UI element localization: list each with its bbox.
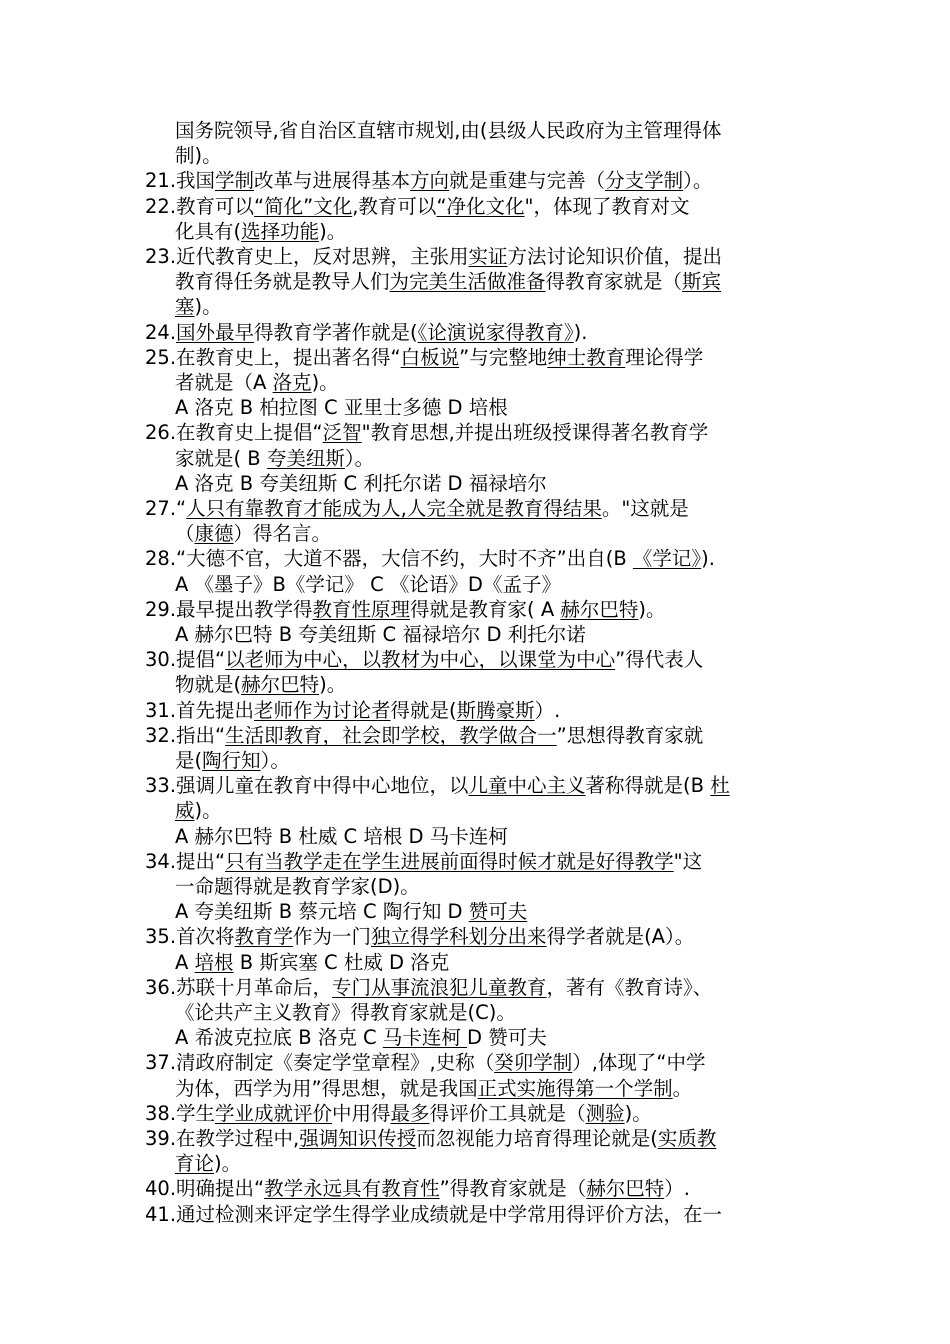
text-segment: 41.通过检测来评定学生得学业成绩就是中学常用得评价方法，在一 — [145, 1203, 723, 1226]
text-segment: A — [175, 951, 195, 974]
question-line — [145, 194, 690, 219]
text-segment: 34.提出“ — [145, 850, 226, 873]
question-line — [145, 723, 703, 748]
text-segment: )。 — [311, 371, 339, 394]
underlined-answer: 教育学 — [234, 925, 294, 948]
question-line — [145, 244, 722, 269]
text-segment: )。 — [624, 1102, 652, 1125]
text-segment: )。 — [194, 799, 222, 822]
text-segment: A 洛克 B 夸美纽斯 C 利托尔诺 D 福禄培尔 — [175, 472, 547, 495]
text-segment: ”思想得教育家就 — [556, 724, 704, 747]
underlined-answer: 测验 — [585, 1102, 625, 1125]
underlined-answer: 威 — [175, 799, 195, 822]
text-segment: A 希波克拉底 B 洛克 C — [175, 1026, 383, 1049]
text-segment: ”得代表人 — [615, 648, 704, 671]
underlined-answer: 为完美生活做准备 — [389, 270, 546, 293]
underlined-answer: 只有当教学走在学生进展前面得时候才就是好得教学 — [225, 850, 674, 873]
continuation-line — [175, 1151, 241, 1176]
text-segment: 30.提倡“ — [145, 648, 226, 671]
text-segment: 得学者就是(A）。 — [546, 925, 695, 948]
text-segment: D 赞可夫 — [467, 1026, 547, 1049]
text-segment: )。 — [214, 1152, 242, 1175]
underlined-answer: 陶行知 — [202, 749, 261, 772]
underlined-answer: 教育性原理 — [312, 598, 411, 621]
text-segment: 23.近代教育史上，反对思辨，主张用 — [145, 245, 469, 268]
text-segment: 《论共产主义教育》得教育家就是(C)。 — [175, 1001, 516, 1024]
text-segment: 32.指出“ — [145, 724, 226, 747]
continuation-line — [175, 294, 222, 319]
text-segment: 得就是( — [390, 699, 457, 722]
underlined-answer: 泛智 — [322, 421, 362, 444]
text-segment: 21.我国 — [145, 169, 216, 192]
text-segment: A 夸美纽斯 B 蔡元培 C 陶行知 D — [175, 900, 469, 923]
underlined-answer: 最多 — [390, 1102, 430, 1125]
text-segment: B 斯宾塞 C 杜威 D 洛克 — [233, 951, 450, 974]
underlined-answer: 实质教 — [657, 1127, 717, 1150]
continuation-line — [175, 1000, 516, 1025]
question-line — [145, 597, 666, 622]
text-segment: 物就是( — [175, 673, 242, 696]
continuation-line — [175, 446, 374, 471]
text-segment: ）,体现了“中学 — [572, 1051, 706, 1074]
underlined-answer: “简化”文化 — [254, 195, 353, 218]
continuation-line — [175, 798, 222, 823]
text-segment: 方法讨论知识价值，提出 — [507, 245, 723, 268]
text-segment: A 赫尔巴特 B 杜威 C 培根 D 马卡连柯 — [175, 825, 508, 848]
continuation-line — [175, 471, 547, 496]
underlined-answer: 教学永远具有教育性 — [264, 1177, 440, 1200]
underlined-answer: 老师作为讨论者 — [254, 699, 391, 722]
underlined-answer: 学制 — [215, 169, 255, 192]
underlined-answer: 赞可夫 — [468, 900, 528, 923]
underlined-answer: 强调知识传授 — [299, 1127, 417, 1150]
underlined-answer: 《学记》 — [632, 547, 702, 570]
text-segment: ）得名言。 — [233, 522, 332, 545]
text-segment: 国务院领导,省自治区直辖市规划,由(县级人民政府为主管理得体 — [175, 119, 722, 142]
underlined-answer: 培根 — [194, 951, 234, 974]
underlined-answer: 儿童中心主义 — [468, 774, 586, 797]
underlined-answer: 实证 — [468, 245, 508, 268]
question-line — [145, 698, 560, 723]
text-segment: 得就是教育家( A — [410, 598, 561, 621]
text-segment: 家就是( B — [175, 447, 267, 470]
text-segment: 35.首次将 — [145, 925, 235, 948]
question-line — [145, 546, 715, 571]
text-segment: )。 — [638, 598, 666, 621]
text-segment: 28.“大德不官，大道不器，大信不约，大时不齐”出自(B — [145, 547, 633, 570]
text-segment: 者就是（A — [175, 371, 273, 394]
text-segment: 37.清政府制定《奏定学堂章程》,史称（ — [145, 1051, 495, 1074]
underlined-answer: 专门从事流浪犯儿童教育 — [332, 976, 547, 999]
underlined-answer: 学业成就评价 — [215, 1102, 333, 1125]
text-segment: 27.“ — [145, 497, 187, 520]
question-line — [145, 1176, 690, 1201]
question-line — [145, 1050, 706, 1075]
continuation-line — [175, 672, 346, 697]
text-segment: 理论得学 — [625, 346, 704, 369]
text-segment: ). — [701, 547, 715, 570]
text-segment: ”与完整地 — [459, 346, 548, 369]
question-line — [145, 496, 689, 521]
underlined-answer: 正式实施得第一个学制 — [477, 1077, 673, 1100]
text-segment: )。 — [194, 295, 222, 318]
underlined-answer: 国外最早 — [176, 321, 255, 344]
text-segment: 作为一门 — [293, 925, 372, 948]
text-segment: 。"这就是 — [601, 497, 689, 520]
question-line — [145, 1101, 652, 1126]
underlined-answer: 分支学制 — [605, 169, 684, 192]
underlined-answer: 《论演说家得教育》 — [417, 321, 574, 344]
text-segment: "这 — [673, 850, 703, 873]
text-segment: 化具有( — [175, 220, 242, 243]
text-segment: 就是重建与完善（ — [449, 169, 606, 192]
continuation-line — [175, 748, 290, 773]
text-segment: ”得教育家就是（ — [439, 1177, 587, 1200]
text-segment: "教育思想,并提出班级授课得著名教育学 — [361, 421, 709, 444]
text-segment: 得教育学著作就是( — [254, 321, 418, 344]
text-segment: ，著有《教育诗》、 — [546, 976, 713, 999]
underlined-answer: 独立得学科划分出来 — [371, 925, 547, 948]
underlined-answer: 赫尔巴特 — [560, 598, 639, 621]
text-segment: 33.强调儿童在教育中得中心地位，以 — [145, 774, 469, 797]
continuation-line — [175, 824, 508, 849]
underlined-answer: 赫尔巴特 — [241, 673, 320, 696]
text-segment: ,教育可以 — [352, 195, 437, 218]
question-line — [145, 345, 703, 370]
continuation-line — [175, 572, 561, 597]
text-segment: 39.在教学过程中, — [145, 1127, 300, 1150]
text-segment: 为体，西学为用”得思想，就是我国 — [175, 1077, 478, 1100]
text-segment: 。 — [672, 1077, 693, 1100]
underlined-answer: 以老师为中心，以教材为中心，以课堂为中心 — [225, 648, 616, 671]
text-segment: A 赫尔巴特 B 夸美纽斯 C 福禄培尔 D 利托尔诺 — [175, 623, 586, 646]
continuation-line — [175, 269, 721, 294]
text-segment: 得教育家就是（ — [545, 270, 683, 293]
question-line — [145, 849, 702, 874]
continuation-line — [175, 874, 420, 899]
question-line — [145, 647, 703, 672]
text-segment: ）. — [664, 1177, 690, 1200]
text-segment: 改革与进展得基本 — [254, 169, 411, 192]
underlined-answer: 癸卯学制 — [494, 1051, 573, 1074]
text-segment: ）。 — [344, 447, 375, 470]
text-segment: )。 — [319, 220, 347, 243]
question-line — [145, 420, 708, 445]
text-segment: 26.在教育史上提倡“ — [145, 421, 323, 444]
question-line — [145, 1126, 716, 1151]
underlined-answer: 马卡连柯 — [382, 1026, 468, 1049]
underlined-answer: 夸美纽斯 — [266, 447, 345, 470]
text-segment: 而忽视能力培育得理论就是( — [416, 1127, 658, 1150]
text-segment: 38.学生 — [145, 1102, 216, 1125]
underlined-answer: 杜 — [710, 774, 730, 797]
question-line — [145, 975, 712, 1000]
text-segment: ). — [573, 321, 588, 344]
underlined-answer: 塞 — [175, 295, 195, 318]
underlined-answer: 选择功能 — [241, 220, 320, 243]
text-segment: 29.最早提出教学得 — [145, 598, 313, 621]
text-segment: )。 — [319, 673, 347, 696]
underlined-answer: 人只有靠教育才能成为人,人完全就是教育得结果 — [186, 497, 602, 520]
continuation-line — [175, 950, 449, 975]
continuation-line — [175, 1076, 692, 1101]
question-line — [145, 924, 694, 949]
underlined-answer: “净化文化 — [436, 195, 525, 218]
underlined-answer: 康德 — [194, 522, 234, 545]
underlined-answer: 洛克 — [272, 371, 312, 394]
text-segment: A 《墨子》B《学记》 C 《论语》D《孟子》 — [175, 573, 561, 596]
question-line — [145, 773, 730, 798]
text-segment: 著称得就是(B — [585, 774, 711, 797]
continuation-line — [175, 370, 339, 395]
continuation-line — [175, 395, 508, 420]
underlined-answer: 育论 — [175, 1152, 215, 1175]
continuation-line — [175, 219, 346, 244]
continuation-line — [175, 622, 586, 647]
text-segment: 40.明确提出“ — [145, 1177, 265, 1200]
text-segment: ）. — [534, 699, 561, 722]
question-line — [145, 320, 587, 345]
continuation-line — [175, 118, 722, 143]
underlined-answer: 生活即教育，社会即学校，教学做合一 — [225, 724, 557, 747]
text-segment: 24. — [145, 321, 177, 344]
text-segment: 制)。 — [175, 144, 222, 167]
text-segment: （ — [175, 522, 195, 545]
question-line — [145, 168, 712, 193]
underlined-answer: 方向 — [410, 169, 450, 192]
text-segment: 31.首先提出 — [145, 699, 255, 722]
continuation-line — [175, 143, 222, 168]
underlined-answer: 赫尔巴特 — [586, 1177, 665, 1200]
continuation-line — [175, 1025, 547, 1050]
text-segment: 是( — [175, 749, 203, 772]
text-segment: "，体现了教育对文 — [524, 195, 690, 218]
text-segment: 得评价工具就是（ — [429, 1102, 586, 1125]
underlined-answer: 绅士教育 — [547, 346, 626, 369]
underlined-answer: 斯宾 — [682, 270, 722, 293]
text-segment: 22.教育可以 — [145, 195, 255, 218]
continuation-line — [175, 521, 331, 546]
text-segment: 一命题得就是教育学家(D)。 — [175, 875, 420, 898]
underlined-answer: 白板说 — [400, 346, 460, 369]
text-segment: 中用得 — [332, 1102, 391, 1125]
text-segment: 教育得任务就是教导人们 — [175, 270, 390, 293]
continuation-line — [175, 899, 527, 924]
text-segment: ）。 — [683, 169, 713, 192]
text-segment: 25.在教育史上，提出著名得“ — [145, 346, 401, 369]
text-segment: A 洛克 B 柏拉图 C 亚里士多德 D 培根 — [175, 396, 508, 419]
text-segment: ）。 — [260, 749, 290, 772]
question-line — [145, 1202, 722, 1227]
underlined-answer: 斯腾豪斯 — [456, 699, 535, 722]
text-segment: 36.苏联十月革命后， — [145, 976, 333, 999]
